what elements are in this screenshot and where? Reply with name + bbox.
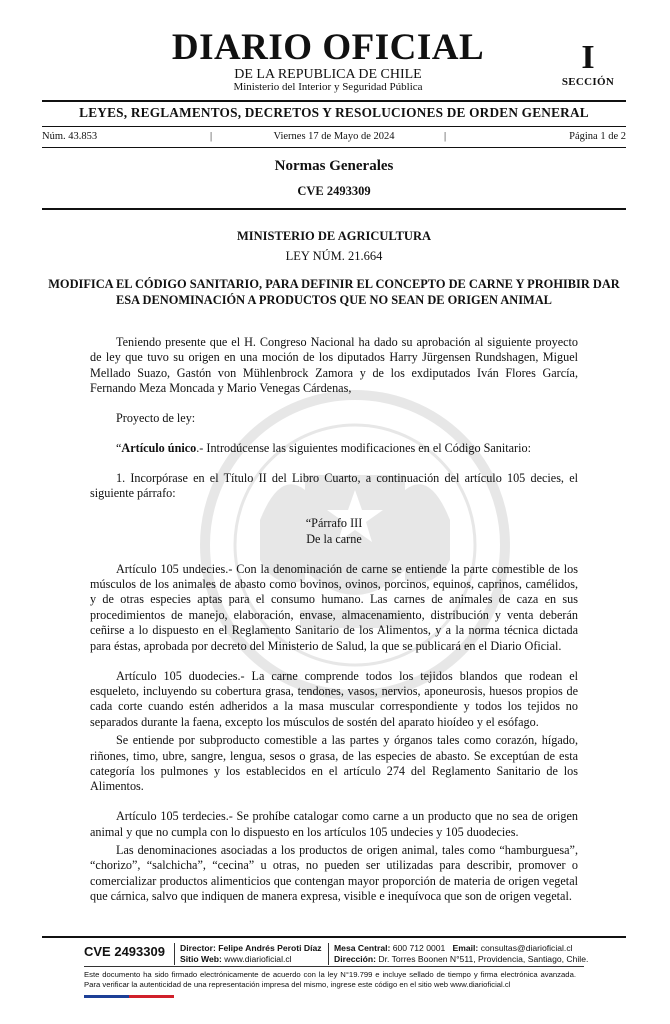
issuing-ministry: MINISTERIO DE AGRICULTURA <box>236 229 432 243</box>
flag-stripe <box>84 995 174 998</box>
articulo-unico-text: .- Introdúcense las siguientes modificaciones en el Código Sanitario: <box>196 441 531 456</box>
section-label: SECCIÓN <box>561 76 615 88</box>
flag-red <box>129 995 174 998</box>
denominaciones-paragraph: Las denominaciones asociadas a los productos de origen animal, tales como “hamburguesa”, “chorizo”, “salchicha”, “cecina” u otras, no pueden ser utilizadas para describir, promover o comercializar productos alimenticios que contengan mayor proporción de materia de origen vegetal que cárnica, salvo que indiquen de manera expresa, visible e inequívoca que son de origen vegetal. <box>90 843 578 904</box>
cve-code: CVE 2493309 <box>297 184 371 198</box>
info-separator: | <box>444 131 447 142</box>
page-number: Página 1 de 2 <box>569 131 627 142</box>
parrafo-title: “Párrafo III <box>305 516 363 531</box>
email-link[interactable]: consultas@diarioficial.cl <box>480 943 573 953</box>
articulo-unico-label: Artículo único <box>121 441 197 456</box>
footer-legal-notice: Este documento ha sido firmado electrónicamente de acuerdo con la ley N°19.799 e incluye sellado de tiempo y firma electrónica avanzada. Para verificar la autenticidad de una representación impresa del mismo, ingrese este código en el sitio web www.diarioficial.cl <box>84 970 576 989</box>
parrafo-subtitle: De la carne <box>306 531 362 546</box>
law-headline: MODIFICA EL CÓDIGO SANITARIO, PARA DEFINIR EL CONCEPTO DE CARNE Y PROHIBIR DAR ESA DENOMINACIÓN A PRODUCTOS QUE NO SEAN DE ORIGEN ANIMAL <box>48 277 620 307</box>
issue-date: Viernes 17 de Mayo de 2024 <box>273 131 395 142</box>
newspaper-ministry: Ministerio del Interior y Seguridad Pública <box>233 81 423 93</box>
quote-mark: “ <box>116 441 122 456</box>
email-label: Email: <box>452 943 479 953</box>
proyecto-label: Proyecto de ley: <box>116 411 196 426</box>
info-separator: | <box>210 131 213 142</box>
header-rule-top <box>42 100 626 102</box>
web-link[interactable]: www.diarioficial.cl <box>224 954 292 964</box>
mesa-label: Mesa Central: <box>334 943 391 953</box>
issue-info-bar <box>42 130 626 144</box>
law-body <box>90 335 578 905</box>
director-name: Felipe Andrés Peroti Díaz <box>218 943 322 953</box>
header-rule-bottom <box>42 147 626 148</box>
intro-paragraph: Teniendo presente que el H. Congreso Nacional ha dado su aprobación al siguiente proyecto de ley que tuvo su origen en una moción de los diputados Harry Jürgensen Rundshagen, Miguel Mellado Suazo, Gastón von Mühlenbrock Zamora y de los exdiputados Iván Flores García, Fernando Meza Moncada y Mario Venegas Cárdenas, <box>90 335 578 396</box>
category-banner: LEYES, REGLAMENTOS, DECRETOS Y RESOLUCIONES DE ORDEN GENERAL <box>79 105 589 120</box>
flag-blue <box>84 995 129 998</box>
section-indicator <box>556 40 620 88</box>
footer-rule <box>42 936 626 938</box>
article-105-duodecies: Artículo 105 duodecies.- La carne comprende todos los tejidos blandos que rodean el esqueleto, incluyendo su cobertura grasa, tendones, vasos, nervios, aponeurosis, huesos propios de cada corte cuando estén adheridos a la masa muscular correspondiente y todos los tejidos no separados durante la faena, excepto los músculos de sostén del aparato hioídeo y el esófago. <box>90 668 578 729</box>
direccion-text: Dr. Torres Boonen N°511, Providencia, Santiago, Chile. <box>378 954 589 964</box>
direccion-label: Dirección: <box>334 954 377 964</box>
article-105-terdecies: Artículo 105 terdecies.- Se prohíbe catalogar como carne a un producto que no sea de origen animal y que no cumpla con lo dispuesto en los artículos 105 undecies y 105 duodecies. <box>90 809 578 839</box>
section-number: I <box>581 39 595 76</box>
issue-number: Núm. 43.853 <box>42 131 98 142</box>
newspaper-subtitle: DE LA REPUBLICA DE CHILE <box>234 67 422 82</box>
footer-cve: CVE 2493309 <box>84 944 165 959</box>
subproducto-paragraph: Se entiende por subproducto comestible a las partes y órganos tales como corazón, hígado, riñones, timo, ubre, sangre, lengua, sesos o grasa, de las especies de abasto. Se exceptúan de esta categoría los pulmones y los establecidos en el artículo 274 del Reglamento Sanitario de los Alimentos. <box>90 733 578 794</box>
section-title: Normas Generales <box>274 158 394 174</box>
article-105-undecies: Artículo 105 undecies.- Con la denominación de carne se entiende la parte comestible de los músculos de los animales de abasto como bovinos, ovinos, porcinos, equinos, caprinos, camélidos, y de otras especies aptas para el consumo humano. Las carnes de animales de caza en sus procedimientos de manejo, elaboración, envase, almacenamiento, distribución y venta deberán ceñirse a lo dispuesto en el Reglamento Sanitario de los Alimentos, y a la norma técnica dictada para éstas, aprobada por decreto del Ministerio de Salud, la que se publicará en el Diario Oficial. <box>90 561 578 653</box>
footer-divider <box>174 943 175 965</box>
header-rule-mid <box>42 126 626 127</box>
footer-bottom-rule <box>84 966 584 967</box>
footer-director-block <box>180 943 330 965</box>
mesa-phone: 600 712 0001 <box>392 943 446 953</box>
cve-rule <box>42 208 626 210</box>
footer-contact-block <box>334 943 594 965</box>
web-label: Sitio Web: <box>180 954 222 964</box>
item-1: 1. Incorpórase en el Título II del Libro Cuarto, a continuación del artículo 105 decies, el siguiente párrafo: <box>90 470 578 501</box>
law-number: LEY NÚM. 21.664 <box>285 249 383 263</box>
director-label: Director: <box>180 943 216 953</box>
footer-divider <box>328 943 329 965</box>
articulo-unico <box>90 441 578 456</box>
newspaper-title: DIARIO OFICIAL <box>171 27 485 68</box>
